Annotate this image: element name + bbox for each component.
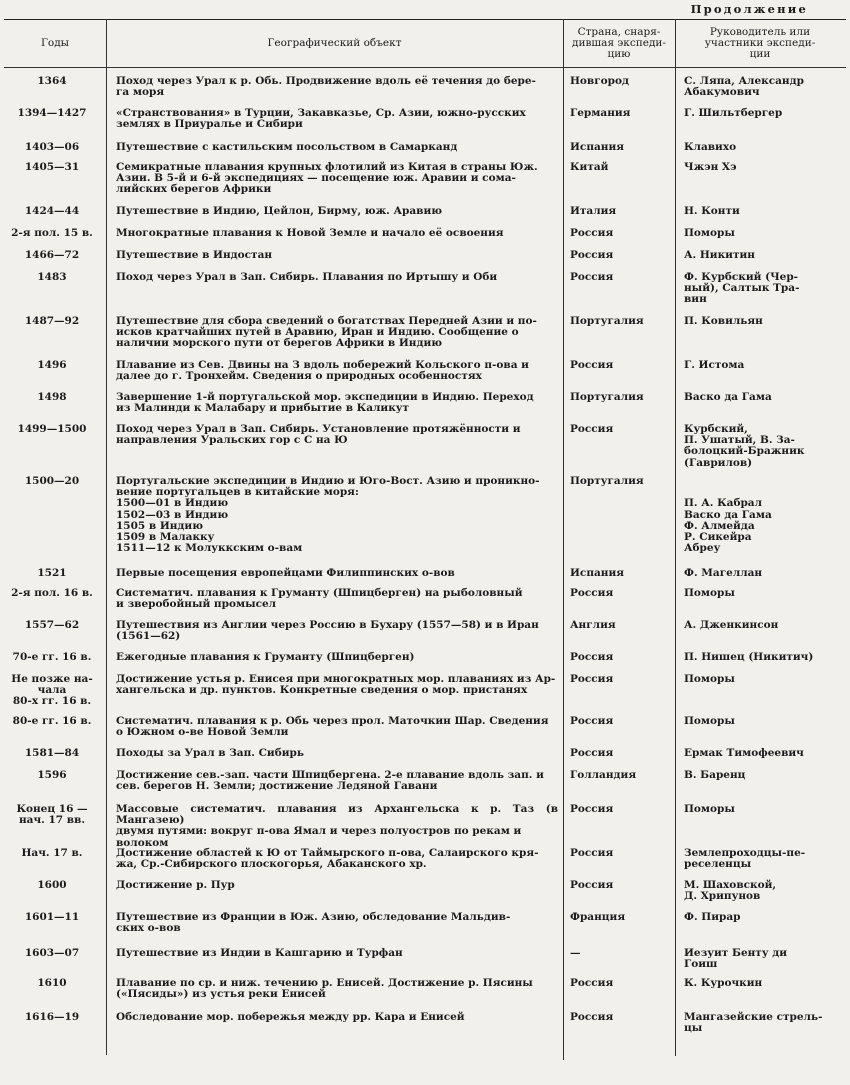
object-cell <box>116 206 558 217</box>
year-cell-line: 1496 <box>37 359 67 371</box>
leader-cell <box>684 228 822 239</box>
object-cell-line: Путешествие в Индию, Цейлон, Бирму, юж. Аравию <box>116 205 443 217</box>
object-cell <box>116 620 558 642</box>
year-cell-line: 1498 <box>37 391 67 403</box>
country-cell-line: Португалия <box>570 391 644 403</box>
year-cell-line: 80-х гг. 16 в. <box>12 695 92 708</box>
country-cell-line: Голландия <box>570 769 637 781</box>
object-cell-line: га моря <box>116 86 165 99</box>
object-cell-line: Систематич. плавания к р. Обь через прол. Маточкин Шар. Сведения <box>116 715 549 727</box>
object-cell-line: 1511—12 к Молуккским о-вам <box>116 542 303 555</box>
country-cell <box>570 76 670 87</box>
leader-cell-line <box>684 476 822 487</box>
country-cell <box>570 716 670 727</box>
country-cell-line: Россия <box>570 227 614 239</box>
year-cell <box>4 360 100 371</box>
leader-cell <box>684 76 822 98</box>
object-cell-line: 1509 в Малакку <box>116 531 215 544</box>
year-cell-line: Нач. 17 в. <box>21 847 83 859</box>
object-cell <box>116 588 558 610</box>
object-cell-line: Обследование мор. побережья между рр. Кара и Енисей <box>116 1011 465 1023</box>
country-cell-line: Испания <box>570 141 625 153</box>
country-cell-line: Россия <box>570 879 614 891</box>
country-cell-line: Новгород <box>570 75 630 87</box>
object-cell-line: «Странствования» в Турции, Закавказье, Ср. Азии, южно-русских <box>116 107 526 119</box>
year-cell-line: Не позже на- <box>11 673 93 685</box>
country-cell <box>570 748 670 759</box>
leader-cell-line: реселенцы <box>684 858 752 871</box>
year-cell-line: 1499—1500 <box>17 423 87 435</box>
country-cell <box>570 228 670 239</box>
year-cell <box>4 848 100 859</box>
leader-cell-line: (Гаврилов) <box>684 456 753 469</box>
leader-cell-line: Курбский, <box>684 423 748 435</box>
year-cell-line: 1600 <box>37 879 67 891</box>
year-cell <box>4 250 100 261</box>
country-cell <box>570 476 670 487</box>
country-cell <box>570 162 670 173</box>
leader-cell <box>684 476 822 554</box>
leader-cell-line: Поморы <box>684 673 735 685</box>
year-cell <box>4 272 100 283</box>
leader-cell-line: Васко да Гама <box>684 391 772 403</box>
leader-cell <box>684 568 822 579</box>
object-cell-line: Португальские экспедиции в Индию и Юго-Вост. Азию и проникно- <box>116 475 540 487</box>
year-cell-line: 1610 <box>37 977 67 989</box>
object-cell-line: 1505 в Индию <box>116 519 203 532</box>
leader-cell <box>684 424 822 469</box>
object-cell-line: землях в Приуралье и Сибири <box>116 118 303 131</box>
leader-cell <box>684 848 822 870</box>
country-cell <box>570 620 670 631</box>
year-cell-line: 1557—62 <box>24 619 80 631</box>
object-cell-line: Плавание по ср. и ниж. течению р. Енисей. Достижение р. Пясины <box>116 977 533 989</box>
object-cell <box>116 568 558 579</box>
header-leader-line: ции <box>749 47 771 60</box>
object-cell-line: из Малинди к Малабару и прибытие в Каликут <box>116 402 410 415</box>
year-cell-line: 1394—1427 <box>17 107 87 119</box>
object-cell-line: Путешествие в Индостан <box>116 249 273 261</box>
country-cell-line: Китай <box>570 161 609 173</box>
leader-cell-line: Г. Шильтбергер <box>684 107 783 119</box>
year-cell-line: 1403—06 <box>24 141 80 153</box>
country-cell <box>570 948 670 959</box>
country-cell <box>570 272 670 283</box>
leader-cell <box>684 162 822 173</box>
object-cell-line: наличии морского пути от берегов Африки в Индию <box>116 337 443 350</box>
year-cell-line: 1581—84 <box>24 747 80 759</box>
object-cell <box>116 716 558 738</box>
leader-cell <box>684 978 822 989</box>
leader-cell-line: вин <box>684 293 707 306</box>
object-cell <box>116 316 558 350</box>
object-cell <box>116 978 558 1000</box>
leader-cell <box>684 142 822 153</box>
object-cell <box>116 424 558 446</box>
country-cell <box>570 250 670 261</box>
year-cell-line: 1483 <box>37 271 67 283</box>
object-cell <box>116 674 558 696</box>
year-cell-line: 1601—11 <box>24 911 80 923</box>
year-cell <box>4 142 100 153</box>
country-cell <box>570 1012 670 1023</box>
object-cell-line: Путешествие для сбора сведений о богатствах Передней Азии и по- <box>116 315 537 327</box>
leader-cell <box>684 948 822 970</box>
country-cell-line: Франция <box>570 911 626 923</box>
object-cell <box>116 228 558 239</box>
year-cell <box>4 206 100 217</box>
country-cell <box>570 108 670 119</box>
leader-cell-line: цы <box>684 1022 703 1035</box>
leader-cell <box>684 748 822 759</box>
object-cell <box>116 272 558 283</box>
year-cell-line: 1466—72 <box>24 249 80 261</box>
leader-cell-line: А. Дженкинсон <box>684 619 779 631</box>
leader-cell-line: Абреу <box>684 542 721 555</box>
country-cell-line: Италия <box>570 205 617 217</box>
year-cell <box>4 392 100 403</box>
leader-cell-line: П. Нишец (Никитич) <box>684 651 814 663</box>
object-cell-line: 1500—01 в Индию <box>116 497 229 510</box>
object-cell-line: Массовые систематич. плавания из Архангельска к р. Таз (в Мангазею) <box>116 803 558 827</box>
year-cell <box>4 1012 100 1023</box>
year-cell-line: 2-я пол. 15 в. <box>11 227 93 239</box>
object-cell <box>116 948 558 959</box>
year-cell-line: 1596 <box>37 769 67 781</box>
year-cell <box>4 978 100 989</box>
year-cell <box>4 748 100 759</box>
object-cell-line: вение португальцев в китайские моря: <box>116 486 359 499</box>
year-cell <box>4 804 100 826</box>
object-cell <box>116 748 558 759</box>
object-cell-line: Достижение устья р. Енисея при многократных мор. плаваниях из Ар- <box>116 673 556 685</box>
country-cell-line: Россия <box>570 359 614 371</box>
object-cell <box>116 360 558 382</box>
country-cell-line: Россия <box>570 423 614 435</box>
leader-cell-line: болоцкий-Бражник <box>684 445 805 458</box>
leader-cell-line: Ф. Алмейда <box>684 519 755 532</box>
country-cell-line: Испания <box>570 567 625 579</box>
leader-cell-line: П. А. Кабрал <box>684 497 762 510</box>
object-cell-line: сев. берегов Н. Земли; достижение Ледяной Гавани <box>116 780 438 793</box>
leader-cell-line: Д. Хрипунов <box>684 890 761 903</box>
object-cell-line: исков кратчайших путей в Аравию, Иран и Индию. Сообщение о <box>116 326 519 339</box>
leader-cell-line: Ф. Пирар <box>684 911 741 923</box>
leader-cell <box>684 360 822 371</box>
object-cell-line: Достижение областей к Ю от Таймырского п-ова, Салаирского кря- <box>116 847 539 859</box>
object-cell-line: далее до г. Тронхейм. Сведения о природных особенностях <box>116 370 482 383</box>
object-cell <box>116 1012 558 1023</box>
object-cell <box>116 162 558 196</box>
object-cell-line: Плавание из Сев. Двины на З вдоль побережий Кольского п-ова и <box>116 359 529 371</box>
year-cell-line: нач. 17 вв. <box>19 814 85 827</box>
object-cell-line: Достижение сев.-зап. части Шпицбергена. 2-е плавание вдоль зап. и <box>116 769 544 781</box>
year-cell <box>4 716 100 727</box>
leader-cell <box>684 588 822 599</box>
country-cell-line: Германия <box>570 107 631 119</box>
country-cell-line: Португалия <box>570 475 644 487</box>
leader-cell-line: Мангазейские стрель- <box>684 1011 823 1023</box>
leader-cell <box>684 652 822 663</box>
leader-cell-line: С. Ляпа, Александр <box>684 75 804 87</box>
year-cell-line: 1616—19 <box>24 1011 80 1023</box>
header-leader-line: участники экспеди- <box>704 36 816 49</box>
year-cell <box>4 228 100 239</box>
header-year-label: Годы <box>40 36 70 49</box>
object-cell <box>116 142 558 153</box>
country-cell-line: Россия <box>570 977 614 989</box>
leader-cell-line: А. Никитин <box>684 249 755 261</box>
header-country-line: цию <box>607 47 631 60</box>
object-cell-line: Путешествия из Англии через Россию в Бухару (1557—58) и в Иран <box>116 619 539 631</box>
header-leader-line: Руководитель или <box>709 25 811 38</box>
country-cell <box>570 206 670 217</box>
leader-cell <box>684 620 822 631</box>
leader-cell-line: ный), Салтык Тра- <box>684 282 800 295</box>
leader-cell-line: Поморы <box>684 715 735 727</box>
country-cell <box>570 360 670 371</box>
leader-cell <box>684 316 822 327</box>
country-cell <box>570 568 670 579</box>
leader-cell-line: Абакумович <box>684 86 760 99</box>
country-cell <box>570 392 670 403</box>
year-cell <box>4 108 100 119</box>
country-cell <box>570 652 670 663</box>
country-cell-line: Россия <box>570 673 614 685</box>
object-cell-line: Достижение р. Пур <box>116 879 235 891</box>
country-cell <box>570 316 670 327</box>
object-cell-line: Ежегодные плавания к Груманту (Шпицберген) <box>116 651 415 663</box>
object-cell-line: Первые посещения европейцами Филиппинских о-вов <box>116 567 455 579</box>
country-cell <box>570 588 670 599</box>
year-cell <box>4 620 100 631</box>
object-cell-line: лийских берегов Африки <box>116 183 272 196</box>
leader-cell <box>684 1012 822 1034</box>
year-cell <box>4 770 100 781</box>
leader-cell-line: П. Ушатый, В. За- <box>684 434 795 447</box>
leader-cell-line: Ермак Тимофеевич <box>684 747 804 759</box>
country-cell <box>570 804 670 815</box>
year-cell-line: 1424—44 <box>24 205 80 217</box>
country-cell <box>570 978 670 989</box>
header-object-label: Географический объект <box>267 36 402 49</box>
leader-cell-line: Р. Сикейра <box>684 531 752 544</box>
leader-cell-line: Иезуит Бенту ди <box>684 947 787 959</box>
leader-cell <box>684 250 822 261</box>
object-cell <box>116 476 558 554</box>
leader-cell-line: Г. Истома <box>684 359 745 371</box>
leader-cell-line: Поморы <box>684 803 735 815</box>
leader-cell-line: Васко да Гама <box>684 508 772 521</box>
object-cell-line: и зверобойный промысел <box>116 598 277 611</box>
year-cell-line: 1405—31 <box>24 161 80 173</box>
leader-cell-line: Н. Конти <box>684 205 740 217</box>
object-cell <box>116 848 558 870</box>
country-cell-line: Россия <box>570 651 614 663</box>
country-cell-line: Россия <box>570 803 614 815</box>
object-cell-line: Систематич. плавания к Груманту (Шпицберген) на рыболовный <box>116 587 523 599</box>
year-cell-line: Конец 16 — <box>16 803 88 815</box>
object-cell-line: Азии. В 5-й и 6-й экспедициях — посещение юж. Аравии и сома- <box>116 172 516 185</box>
leader-cell-line: К. Курочкин <box>684 977 763 989</box>
year-cell-line: 1364 <box>37 75 67 87</box>
object-cell <box>116 652 558 663</box>
year-cell <box>4 316 100 327</box>
object-cell-line: Путешествие с кастильским посольством в Самарканд <box>116 141 458 153</box>
object-cell <box>116 392 558 414</box>
object-cell-line: Поход через Урал в Зап. Сибирь. Плавания по Иртышу и Оби <box>116 271 498 283</box>
leader-cell-line: Поморы <box>684 587 735 599</box>
year-cell <box>4 912 100 923</box>
leader-cell-line: В. Баренц <box>684 769 746 781</box>
leader-cell <box>684 392 822 403</box>
leader-cell <box>684 880 822 902</box>
continued-label: Продолжение <box>690 2 808 16</box>
object-cell <box>116 770 558 792</box>
year-cell <box>4 476 100 487</box>
leader-cell <box>684 804 822 815</box>
leader-cell-line: Гоиш <box>684 958 718 971</box>
object-cell-line: Походы за Урал в Зап. Сибирь <box>116 747 304 759</box>
year-cell-line: 2-я пол. 16 в. <box>11 587 93 599</box>
country-cell <box>570 424 670 435</box>
object-cell-line: Поход через Урал к р. Обь. Продвижение вдоль её течения до бере- <box>116 75 536 87</box>
country-cell-line: Португалия <box>570 315 644 327</box>
leader-cell-line: Чжэн Хэ <box>684 161 737 173</box>
country-cell-line: Россия <box>570 847 614 859</box>
country-cell <box>570 674 670 685</box>
country-cell-line: Россия <box>570 1011 614 1023</box>
leader-cell <box>684 770 822 781</box>
year-cell <box>4 588 100 599</box>
object-cell-line: 1502—03 в Индию <box>116 508 229 521</box>
leader-cell-line: П. Ковильян <box>684 315 763 327</box>
object-cell-line: Завершение 1-й португальской мор. экспедиции в Индию. Переход <box>116 391 534 403</box>
country-cell-line: Россия <box>570 715 614 727</box>
object-cell-line: жа, Ср.-Сибирского плоскогорья, Абаканского хр. <box>116 858 427 871</box>
year-cell-line: 1603—07 <box>24 947 80 959</box>
leader-cell <box>684 206 822 217</box>
header-country-line: Страна, снаря- <box>577 25 661 38</box>
object-cell-line: (1561—62) <box>116 630 181 643</box>
country-cell-line: Россия <box>570 249 614 261</box>
object-cell-line: Поход через Урал в Зап. Сибирь. Установление протяжённости и <box>116 423 521 435</box>
leader-cell-line: М. Шаховской, <box>684 879 777 891</box>
object-cell-line: хангельска и др. пунктов. Конкретные сведения о мор. пристанях <box>116 684 528 697</box>
country-cell-line: Англия <box>570 619 616 631</box>
object-cell-line: Семикратные плавания крупных флотилий из Китая в страны Юж. <box>116 161 538 173</box>
year-cell <box>4 424 100 435</box>
object-cell-line: Путешествие из Франции в Юж. Азию, обследование Мальдив- <box>116 911 511 923</box>
country-cell-line: — <box>570 947 581 959</box>
object-cell <box>116 912 558 934</box>
year-cell <box>4 76 100 87</box>
country-cell-line: Россия <box>570 271 614 283</box>
object-cell-line: о Южном о-ве Новой Земли <box>116 726 289 739</box>
country-cell-line: Россия <box>570 587 614 599</box>
leader-cell <box>684 108 822 119</box>
country-cell-line: Россия <box>570 747 614 759</box>
leader-cell <box>684 272 822 306</box>
year-cell-line: 1521 <box>37 567 67 579</box>
country-cell <box>570 142 670 153</box>
year-cell-line: 1500—20 <box>24 475 80 487</box>
year-cell <box>4 652 100 663</box>
object-cell-line: Многократные плавания к Новой Земле и начало её освоения <box>116 227 504 239</box>
object-cell-line: волоком <box>116 836 169 849</box>
leader-cell <box>684 716 822 727</box>
object-cell-line: («Пясиды») из устья реки Енисей <box>116 988 326 1001</box>
country-cell <box>570 912 670 923</box>
object-cell-line: ских о-вов <box>116 922 181 935</box>
year-cell <box>4 880 100 891</box>
object-cell <box>116 108 558 130</box>
object-cell <box>116 880 558 891</box>
object-cell-line: двумя путями: вокруг п-ова Ямал и через полуостров по рекам и <box>116 825 522 838</box>
leader-cell-line: Землепроходцы-пе- <box>684 847 806 859</box>
year-cell <box>4 674 100 708</box>
leader-cell-line: Клавихо <box>684 141 737 153</box>
leader-cell-line: Ф. Магеллан <box>684 567 763 579</box>
leader-cell-line: Поморы <box>684 227 735 239</box>
year-cell <box>4 162 100 173</box>
object-cell <box>116 250 558 261</box>
year-cell <box>4 568 100 579</box>
country-cell <box>570 880 670 891</box>
leader-cell <box>684 674 822 685</box>
year-cell-line: чала <box>37 684 67 697</box>
object-cell-line: направления Уральских гор с С на Ю <box>116 434 348 447</box>
object-cell-line: Путешествие из Индии в Кашгарию и Турфан <box>116 947 403 959</box>
header-country-line: дившая экспеди- <box>572 36 666 49</box>
object-cell <box>116 76 558 98</box>
year-cell <box>4 948 100 959</box>
leader-cell <box>684 912 822 923</box>
year-cell-line: 1487—92 <box>24 315 80 327</box>
leader-cell-line: Ф. Курбский (Чер- <box>684 271 799 283</box>
year-cell-line: 70-е гг. 16 в. <box>12 651 92 663</box>
country-cell <box>570 770 670 781</box>
object-cell <box>116 804 558 849</box>
country-cell <box>570 848 670 859</box>
year-cell-line: 80-е гг. 16 в. <box>12 715 92 727</box>
